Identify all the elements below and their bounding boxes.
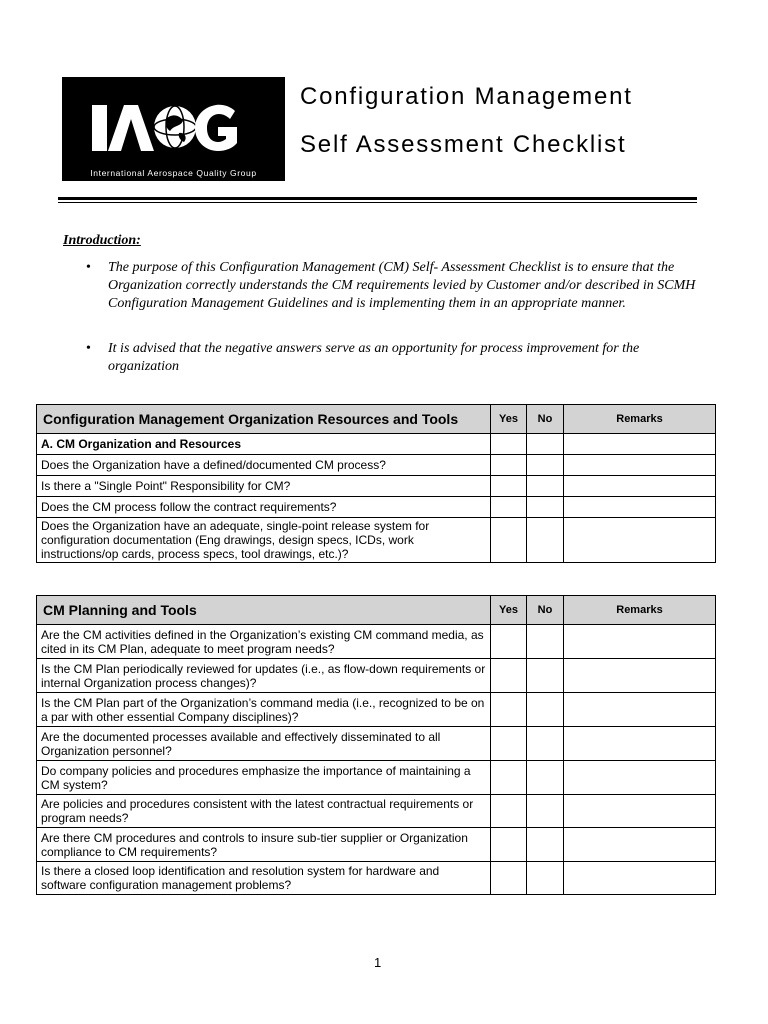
column-header-no: No	[527, 596, 564, 625]
question-text: Is there a "Single Point" Responsibility for CM?	[37, 476, 491, 497]
remarks-cell[interactable]	[564, 828, 716, 862]
column-header-yes: Yes	[491, 596, 527, 625]
table-row	[37, 795, 716, 828]
logo-tagline: International Aerospace Quality Group	[90, 168, 257, 178]
table-row	[37, 625, 716, 659]
no-cell[interactable]	[527, 862, 564, 895]
no-cell[interactable]	[527, 828, 564, 862]
bullet-dot-icon: •	[86, 260, 91, 275]
question-text: Does the Organization have an adequate, single-point release system for configuration documentation (Eng drawings, design specs, ICDs, work instructions/op cards, process specs, tool drawings, etc.)?	[37, 518, 491, 563]
intro-heading: Introduction:	[63, 233, 141, 248]
no-cell[interactable]	[527, 659, 564, 693]
table-row	[37, 455, 716, 476]
question-text: Are the documented processes available and effectively disseminated to all Organization personnel?	[37, 727, 491, 761]
yes-cell[interactable]	[491, 795, 527, 828]
table-title: CM Planning and Tools	[37, 596, 491, 625]
column-header-yes: Yes	[491, 405, 527, 434]
yes-cell[interactable]	[491, 625, 527, 659]
no-cell[interactable]	[527, 434, 564, 455]
remarks-cell[interactable]	[564, 862, 716, 895]
table-row	[37, 659, 716, 693]
table-title: Configuration Management Organization Resources and Tools	[37, 405, 491, 434]
question-text: Is the CM Plan periodically reviewed for updates (i.e., as flow-down requirements or internal Organization process changes)?	[37, 659, 491, 693]
column-header-remarks: Remarks	[564, 596, 716, 625]
yes-cell[interactable]	[491, 727, 527, 761]
yes-cell[interactable]	[491, 518, 527, 563]
no-cell[interactable]	[527, 727, 564, 761]
iaqg-logo	[62, 77, 285, 181]
no-cell[interactable]	[527, 455, 564, 476]
yes-cell[interactable]	[491, 862, 527, 895]
remarks-cell[interactable]	[564, 455, 716, 476]
remarks-cell[interactable]	[564, 795, 716, 828]
yes-cell[interactable]	[491, 434, 527, 455]
header-rule-thick	[58, 197, 697, 200]
intro-bullet	[86, 340, 711, 376]
no-cell[interactable]	[527, 693, 564, 727]
column-header-remarks: Remarks	[564, 405, 716, 434]
cm-organization-resources-table	[36, 404, 716, 563]
intro-bullet-text: It is advised that the negative answers serve as an opportunity for process improvement for the organization	[108, 341, 640, 374]
question-text: Does the CM process follow the contract requirements?	[37, 497, 491, 518]
table-row	[37, 828, 716, 862]
column-header-no: No	[527, 405, 564, 434]
intro-bullet-text: The purpose of this Configuration Management (CM) Self- Assessment Checklist is to ensure that the Organization correctly understands the CM requirements levied by Customer and/or described in SCMH Configuration Management Guidelines and is implementing them in an appropriate manner.	[108, 260, 696, 311]
table-row	[37, 693, 716, 727]
header-rule-thin	[58, 202, 697, 203]
remarks-cell[interactable]	[564, 625, 716, 659]
table-row	[37, 727, 716, 761]
table-row	[37, 476, 716, 497]
yes-cell[interactable]	[491, 761, 527, 795]
question-text: Are there CM procedures and controls to insure sub-tier supplier or Organization compliance to CM requirements?	[37, 828, 491, 862]
table-row	[37, 497, 716, 518]
yes-cell[interactable]	[491, 828, 527, 862]
remarks-cell[interactable]	[564, 761, 716, 795]
no-cell[interactable]	[527, 625, 564, 659]
remarks-cell[interactable]	[564, 434, 716, 455]
document-title-line-2: Self Assessment Checklist	[300, 131, 627, 158]
no-cell[interactable]	[527, 497, 564, 518]
table-row	[37, 761, 716, 795]
iaqg-logo-mark	[62, 77, 285, 181]
question-text: Are policies and procedures consistent with the latest contractual requirements or program needs?	[37, 795, 491, 828]
question-text: Does the Organization have a defined/documented CM process?	[37, 455, 491, 476]
document-title-line-1: Configuration Management	[300, 83, 633, 110]
page-number: 1	[374, 955, 382, 970]
question-text: Do company policies and procedures emphasize the importance of maintaining a CM system?	[37, 761, 491, 795]
bullet-dot-icon: •	[86, 341, 91, 356]
table-row	[37, 862, 716, 895]
remarks-cell[interactable]	[564, 518, 716, 563]
remarks-cell[interactable]	[564, 727, 716, 761]
remarks-cell[interactable]	[564, 693, 716, 727]
no-cell[interactable]	[527, 761, 564, 795]
question-text: Is the CM Plan part of the Organization’s command media (i.e., recognized to be on a par with other essential Company disciplines)?	[37, 693, 491, 727]
section-subheading: A. CM Organization and Resources	[37, 434, 491, 455]
remarks-cell[interactable]	[564, 497, 716, 518]
question-text: Are the CM activities defined in the Organization’s existing CM command media, as cited in its CM Plan, adequate to meet program needs?	[37, 625, 491, 659]
no-cell[interactable]	[527, 476, 564, 497]
yes-cell[interactable]	[491, 476, 527, 497]
yes-cell[interactable]	[491, 693, 527, 727]
remarks-cell[interactable]	[564, 659, 716, 693]
table-row	[37, 518, 716, 563]
remarks-cell[interactable]	[564, 476, 716, 497]
no-cell[interactable]	[527, 518, 564, 563]
question-text: Is there a closed loop identification and resolution system for hardware and software configuration management problems?	[37, 862, 491, 895]
cm-planning-tools-table	[36, 595, 716, 895]
yes-cell[interactable]	[491, 659, 527, 693]
yes-cell[interactable]	[491, 497, 527, 518]
intro-bullet	[86, 259, 711, 313]
no-cell[interactable]	[527, 795, 564, 828]
yes-cell[interactable]	[491, 455, 527, 476]
